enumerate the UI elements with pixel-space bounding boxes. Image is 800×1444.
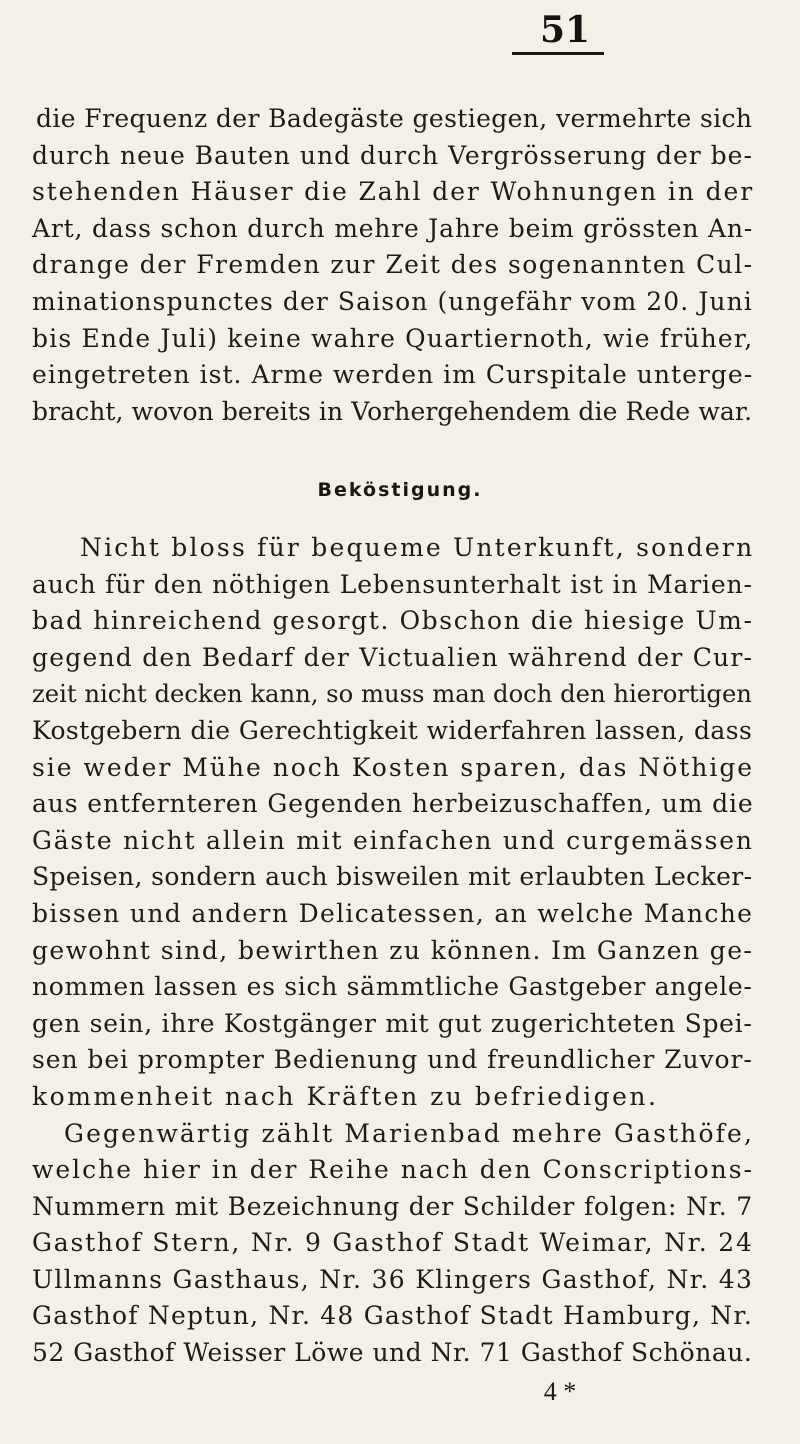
text-line: durch neue Bauten und durch Vergrösserung der be- (32, 140, 753, 170)
text-line: zeit nicht decken kann, so muss man doch den hierortigen (32, 679, 752, 709)
text-line: welche hier in der Reihe nach den Conscriptions- (32, 1155, 754, 1185)
text-line: auch für den nöthigen Lebensunterhalt ist in Marien- (32, 569, 753, 599)
text-line: gegend den Bedarf der Victualien während der Cur- (32, 642, 754, 672)
page-number: 51 (540, 9, 591, 51)
paragraph-3 (32, 1116, 755, 1372)
paragraph-accommodation (32, 101, 755, 430)
text-line: Gegenwärtig zählt Marienbad mehre Gasthöfe, (64, 1118, 755, 1148)
text-line: drange der Fremden zur Zeit des sogenannten Cul- (32, 250, 754, 280)
section-body (32, 530, 755, 1372)
text-line: Speisen, sondern auch bisweilen mit erlaubten Lecker- (32, 862, 753, 892)
text-line: Kostgebern die Gerechtigkeit widerfahren lassen, dass (32, 715, 753, 745)
text-line: Gasthof Stern, Nr. 9 Gasthof Stadt Weimar, Nr. 24 (32, 1228, 754, 1258)
text-line: Nummern mit Bezeichnung der Schilder folgen: Nr. 7 (32, 1191, 753, 1221)
text-line: Art, dass schon durch mehre Jahre beim grössten An- (32, 213, 754, 243)
page-number-rule (512, 52, 604, 55)
signature-mark: 4 * (543, 1377, 577, 1406)
section-heading: Beköstigung. (317, 479, 483, 501)
text-line: gewohnt sind, bewirthen zu können. Im Ganzen ge- (32, 935, 754, 965)
text-line: gen sein, ihre Kostgänger mit gut zugerichteten Spei- (32, 1008, 753, 1038)
paragraph-1 (32, 101, 755, 430)
text-line: kommenheit nach Kräften zu befriedigen. (32, 1081, 659, 1111)
paragraph-2 (32, 530, 755, 1116)
text-line: Nicht bloss für bequeme Unterkunft, sondern (80, 533, 755, 562)
text-line: nommen lassen es sich sämmtliche Gastgeber angele- (32, 972, 753, 1002)
text-line: stehenden Häuser die Zahl der Wohnungen in der (32, 177, 755, 207)
text-line: 52 Gasthof Weisser Löwe und Nr. 71 Gasthof Schönau. (32, 1338, 753, 1368)
text-line: eingetreten ist. Arme werden im Curspitale unterge- (32, 360, 754, 390)
text-line: bissen und andern Delicatessen, an welche Manche (32, 898, 754, 928)
text-line: sen bei prompter Bedienung und freundlicher Zuvor- (32, 1045, 753, 1075)
text-line: aus entfernteren Gegenden herbeizuschaffen, um die (32, 789, 754, 819)
text-line: bis Ende Juli) keine wahre Quartiernoth, wie früher, (32, 323, 754, 353)
text-line: Gäste nicht allein mit einfachen und curgemässen (32, 825, 754, 855)
text-line: Gasthof Neptun, Nr. 48 Gasthof Stadt Hamburg, Nr. (32, 1301, 753, 1331)
text-line: bracht, wovon bereits in Vorhergehendem die Rede war. (32, 396, 753, 426)
text-line: bad hinreichend gesorgt. Obschon die hiesige Um- (32, 606, 754, 636)
text-line: sie weder Mühe noch Kosten sparen, das Nöthige (32, 752, 755, 782)
text-line: Ullmanns Gasthaus, Nr. 36 Klingers Gasthof, Nr. 43 (32, 1264, 754, 1294)
text-line: minationspunctes der Saison (ungefähr vom 20. Juni (32, 286, 753, 316)
text-line: die Frequenz der Badegäste gestiegen, vermehrte sich (36, 104, 753, 133)
